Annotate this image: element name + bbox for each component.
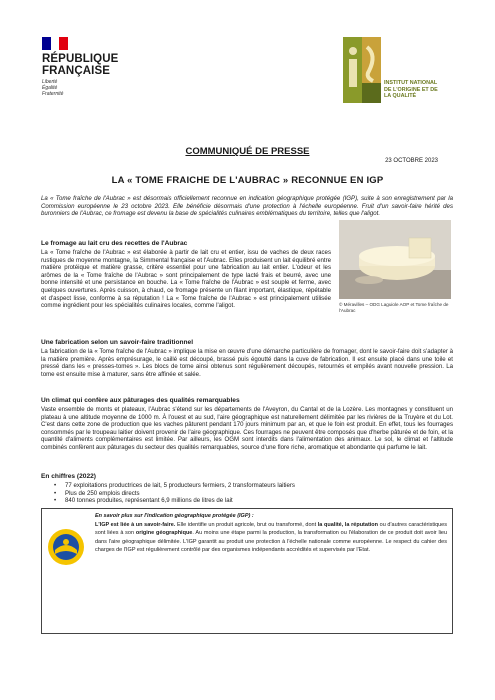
figures-list: [41, 482, 453, 505]
section-body-climate: Vaste ensemble de monts et plateaux, l'Aubrac s'étend sur les départements de l'Aveyron, du Cantal et de la Lozère. Les montagnes y constituent un plateau à une altitude moyenne de 1000 m. À l'ouest et au sud, l'aire géographique est naturellement délimitée par les rivières de la Truyère et du Lot. C'est dans cette zone de production que les vaches pâturent pendant 170 jours minimum par an, et que le foin est produit. En effet, tous les fourrages consommés par le troupeau laitier doivent provenir de l'aire géographique. Ces fourrages ne peuvent être composés que d'herbe pâturée et de foin, et la quantité d'aliments complémentaires est limitée. Par ailleurs, les OGM sont interdits dans l'alimentation des animaux. Le sol, le climat et l'altitude combinés confèrent aux pâturages du secteur des qualités remarquables, source d'une flore riche, aromatique et abondante qui parfume le lait.: [41, 406, 453, 451]
figures-title: En chiffres (2022): [41, 473, 96, 480]
list-item: • 77 exploitations productrices de lait, 5 producteurs fermiers, 2 transformateurs laitiers: [41, 482, 453, 490]
lead-paragraph: La « Tome fraîche de l'Aubrac » est désormais officiellement reconnue en indication géographique protégée (IGP), suite à son enregistrement par la Commission européenne le 23 octobre 2023. Elle bénéficie désormais d'une protection à l'échelle européenne. Fruit d'un savoir-faire hérité des buronniers de l'Aubrac, ce fromage est devenu la base de spécialités culinaires emblématiques du territoire, telles que l'aligot.: [41, 195, 453, 218]
photo-caption: © Méravilles – ODG Laguiole AOP et Tome fraîche de l'Aubrac: [339, 302, 449, 313]
inao-name: INSTITUT NATIONAL DE L'ORIGINE ET DE LA QUALITÉ: [384, 80, 438, 100]
french-flag-icon: [42, 37, 68, 50]
section-title-fabrication: Une fabrication selon un savoir-faire traditionnel: [41, 339, 194, 346]
igp-heading: En savoir plus sur l'indication géographique protégée (IGP) :: [95, 513, 254, 519]
section-title-raw-milk: Le fromage au lait cru des recettes de l'Aubrac: [41, 240, 188, 247]
igp-description: L'IGP est liée à un savoir-faire. Elle identifie un produit agricole, brut ou transformé, dont la qualité, la réputation ou d'autres caractéristiques sont liées à son origine géographique. Au moins une étape parmi la production, la transformation ou l'élaboration de ce produit doit avoir lieu dans l'aire géographique délimitée. L'IGP garantit au produit une protection à l'échelle nationale comme européenne. Le respect du cahier des charges de l'IGP est régulièrement contrôlé par des organismes indépendants accrédités et supervisés par l'Etat.: [95, 521, 448, 553]
section-title-climate: Un climat qui confère aux pâturages des qualités remarquables: [41, 397, 240, 404]
republic-motto: Liberté Égalité Fraternité: [42, 79, 64, 97]
main-title: LA « TOME FRAICHE DE L'AUBRAC » RECONNUE EN IGP: [111, 175, 384, 186]
cheese-photo: [339, 220, 451, 299]
section-body-fabrication: La fabrication de la « Tome fraîche de l'Aubrac » implique la mise en œuvre d'une démarche particulière de fromager, dont le savoir-faire doit s'adapter à la matière première. Après emprésurage, le caillé est découpé, brassé puis égoutté dans la cuve de fabrication. Il est ensuite placé dans une toile et pressé dans les « presses-tomes ». Les blocs de tome ainsi obtenus sont régulièrement découpés, retournés et empilés avant nouvelle pression. La tome est ensuite mise à maturer, sans être affinée et salée.: [41, 348, 453, 378]
igp-text: [95, 512, 447, 555]
igp-label-icon: [47, 528, 85, 566]
list-item: • 840 tonnes produites, représentant 6,9 millions de litres de lait: [41, 497, 453, 505]
inao-logo-icon: [343, 37, 381, 103]
republique-francaise-logo: RÉPUBLIQUE FRANÇAISE: [42, 53, 119, 77]
section-body-raw-milk: La « Tome fraîche de l'Aubrac » est élaborée à partir de lait cru et entier, issu de vaches de deux races rustiques de moyenne montagne, la Simmental française et l'Aubrac. Elles produisent un lait équilibré entre matière protéique et matière grasse, critère essentiel pour une fabrication au lait entier. L'odeur et les arômes de la « Tome fraîche de l'Aubrac » sont principalement de type lacté frais et beurré, avec une bonne intensité et une persistance en bouche. La « Tome fraîche de l'Aubrac » est souple et ferme, avec quelques ouvertures. Après cuisson, à chaud, ce fromage présente un filant important, élastique, répétable et d'aspect lisse, conforme à sa réputation ! La « Tome fraîche de l'Aubrac » est principalement utilisée comme ingrédient pour les spécialités culinaires locales, comme l'aligot.: [41, 249, 331, 310]
press-release-title: COMMUNIQUÉ DE PRESSE: [185, 146, 310, 157]
release-date: 23 OCTOBRE 2023: [385, 158, 438, 164]
list-item: • Plus de 250 emplois directs: [41, 490, 453, 498]
cheese-photo-image: [339, 220, 451, 299]
